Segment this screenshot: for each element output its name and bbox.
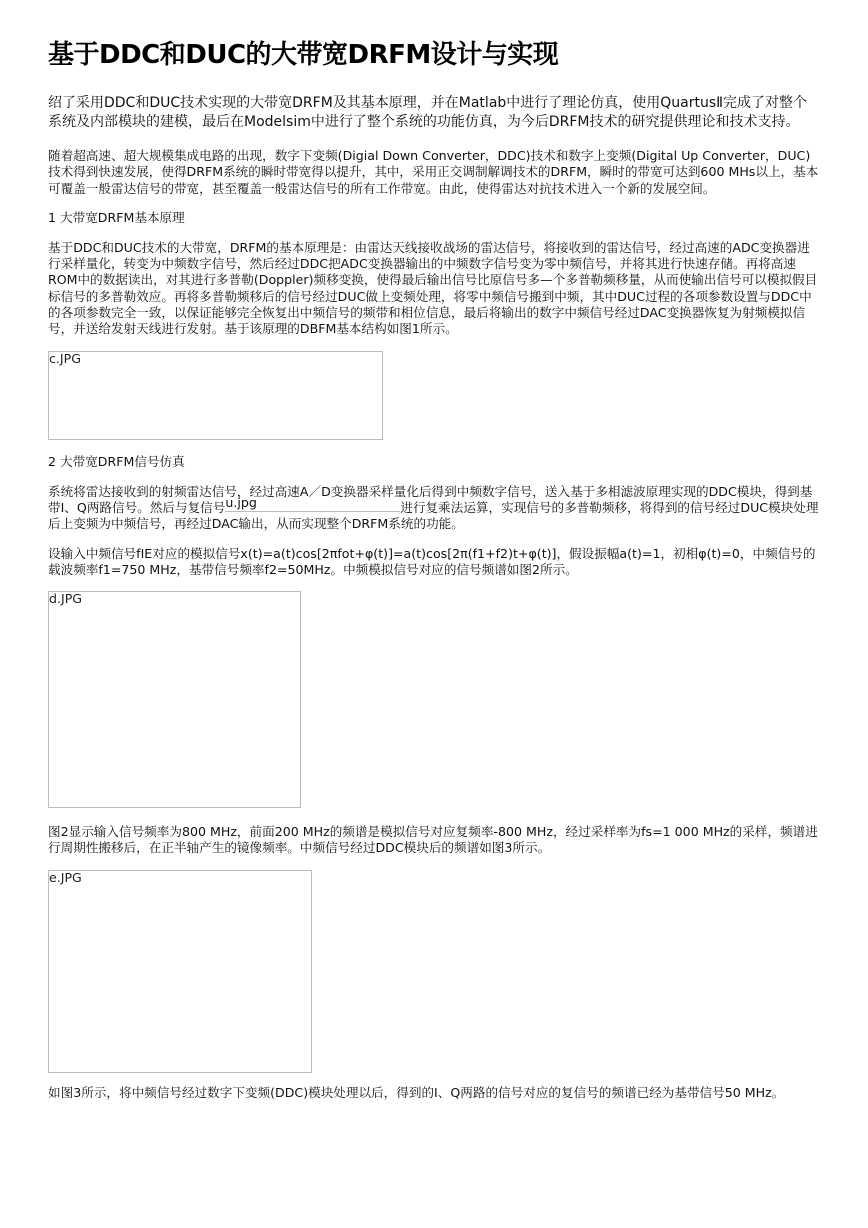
figure-3-filename: e.JPG	[49, 869, 82, 885]
figure-1-filename: c.JPG	[49, 350, 81, 366]
section-2-paragraph-1-end: 进行复乘法运算，实现信号的多普勒频移，将得到的信号经过DUC模块处理后上变频为中频信号，再经过DAC输出，从而实现整个DRFM系统的功能。	[48, 499, 819, 532]
intro-paragraph: 随着超高速、超大规模集成电路的出现，数字下变频(Digial Down Converter，DDC)技术和数字上变频(Digital Up Converter，DUC)技术得到快速发展，使得DRFM系统的瞬时带宽得以提升，其中，采用正交调制解调技术的DRFM，瞬时的带宽可达到600 MHs以上，基本可覆盖一般雷达信号的带宽，甚至覆盖一般雷达信号的所有工作带宽。由此，使得雷达对抗技术进入一个新的发展空间。	[48, 148, 819, 196]
abstract: 绍了采用DDC和DUC技术实现的大带宽DRFM及其基本原理，并在Matlab中进行了理论仿真，使用QuartusⅡ完成了对整个系统及内部模块的建模，最后在Modelsim中进行了整个系统的功能仿真，为今后DRFM技术的研究提供理论和技术支持。	[48, 95, 808, 130]
section-2-paragraph-3: 图2显示输入信号频率为800 MHz，前面200 MHz的频谱是模拟信号对应复频率-800 MHz，经过采样率为fs=1 000 MHz的采样，频谱进行周期性搬移后，在正半轴产生的镜像频率。中频信号经过DDC模块后的频谱如图3所示。	[48, 824, 818, 856]
section-2-paragraph-4: 如图3所示，将中频信号经过数字下变频(DDC)模块处理以后，得到的I、Q两路的信号对应的复信号的频谱已经为基带信号50 MHz。	[48, 1084, 785, 1100]
section-2-paragraph-2: 设输入中频信号fIE对应的模拟信号x(t)=a(t)cos[2πfot+φ(t)]=a(t)cos[2π(f1+f2)t+φ(t)]，假设振幅a(t)=1，初相φ(t)=0，中频信号的载波频率f1=750 MHz，基带信号频率f2=50MHz。中频模拟信号对应的信号频谱如图2所示。	[48, 545, 816, 577]
section-2-heading: 2 大带宽DRFM信号仿真	[48, 453, 185, 469]
page-title: 基于DDC和DUC的大带宽DRFM设计与实现	[48, 40, 559, 70]
section-1-heading: 1 大带宽DRFM基本原理	[48, 209, 185, 225]
figure-1-image	[48, 351, 383, 440]
section-2-paragraph-1	[48, 484, 820, 533]
inline-formula-image	[225, 496, 400, 512]
section-1-paragraph: 基于DDC和DUC技术的大带宽，DRFM的基本原理是：由雷达天线接收战场的雷达信号，将接收到的雷达信号，经过高速的ADC变换器进行采样量化，转变为中频数字信号，然后经过DDC把ADC变换器输出的中频数字信号变为零中频信号，并将其进行快速存储。再将高速ROM中的数据读出，对其进行多普勒(Doppler)频移变换，使得最后输出信号比原信号多—个多普勒频移量，从而使输出信号可以模拟假目标信号的多普勒效应。再将多普勒频移后的信号经过DUC做上变频处理，将零中频信号搬到中频，其中DUC过程的各项参数设置与DDC中的各项参数完全一致，以保证能够完全恢复出中频信号的频带和相位信息，最后将输出的数字中频信号经过DAC变换器恢复为射频模拟信号，并送给发射天线进行发射。基于该原理的DBFM基本结构如图1所示。	[48, 239, 818, 337]
figure-2-filename: d.JPG	[49, 591, 83, 607]
figure-3-image	[48, 870, 312, 1073]
inline-formula-filename: u.jpg	[225, 494, 257, 510]
section-2-paragraph-1-start: 系统将雷达接收到的射频雷达信号，经过高速A／D变换器采样量化后得到中频数字信号，送入基于多相滤波原理实现的DDC模块，得到基带I、Q两路信号。然后与复信号	[48, 483, 813, 515]
figure-2-image	[48, 591, 301, 808]
article	[48, 38, 820, 1114]
